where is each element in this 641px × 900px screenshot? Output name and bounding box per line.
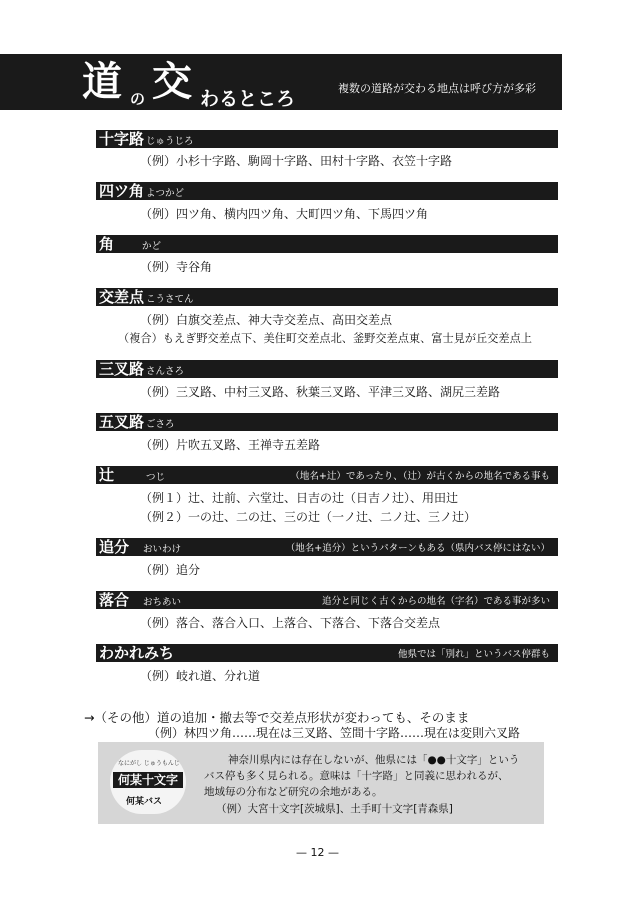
- section-note: 追分と同じく古くからの地名（字名）である事が多い: [321, 596, 550, 607]
- section-note: 他県では「別れ」というバス停群も: [397, 649, 550, 660]
- info-line: 地域毎の分布など研究の余地がある。: [204, 786, 383, 798]
- section-header-tsuji: [96, 466, 558, 484]
- badge-sub-label: 何某バス: [126, 797, 163, 807]
- info-line: 神奈川県内には存在しないが、他県には「●●十文字」という: [228, 754, 520, 766]
- badge-ruby: なにがし じゅうもんじ: [118, 760, 180, 767]
- example-line: （例）追分: [140, 563, 201, 577]
- info-line: バス停も多く見られる。意味は「十字路」と同義に思われるが、: [204, 770, 509, 782]
- section-header-oiwake: [96, 538, 558, 556]
- section-header-jujiro: [96, 130, 558, 148]
- example-line: （例）寺谷角: [140, 260, 213, 274]
- title-char-michi: 道: [82, 59, 122, 105]
- example-line: （例）三叉路、中村三叉路、秋葉三叉路、平津三叉路、湖尻三差路: [140, 385, 501, 399]
- example-line: （例）小杉十字路、駒岡十字路、田村十字路、衣笠十字路: [140, 154, 453, 168]
- section-title: 五叉路 ごさろ: [99, 413, 175, 431]
- section-note: （地名+辻）であったり、（辻）が古くからの地名である事も: [290, 471, 550, 482]
- example-line: （例）四ツ角、横内四ツ角、大町四ツ角、下馬四ツ角: [140, 207, 429, 221]
- example-line: （例１）辻、辻前、六堂辻、日吉の辻（日吉ノ辻）、用田辻: [140, 491, 459, 505]
- title-subtitle: 複数の道路が交わる地点は呼び方が多彩: [338, 82, 536, 95]
- section-header-ochiai: [96, 591, 558, 609]
- section-header-yotsukado: [96, 182, 558, 200]
- section-title: 落合 おちあい: [99, 591, 182, 609]
- example-line: （例）落合、落合入口、上落合、下落合、下落合交差点: [140, 616, 441, 630]
- section-header-kado: [96, 235, 558, 253]
- badge-main-label: 何某十文字: [113, 772, 183, 788]
- example-line: （例）岐れ道、分れ道: [140, 669, 261, 683]
- title-rest: わるところ: [200, 88, 296, 110]
- other-example: （例）林四ツ角……現在は三叉路、笠間十字路……現在は変則六叉路: [148, 726, 521, 740]
- section-header-wakaremichi: [96, 644, 558, 662]
- section-title: 四ツ角 よつかど: [99, 182, 185, 200]
- section-title: わかれみち: [99, 644, 175, 662]
- example-line: （例）片吹五叉路、王禅寺五差路: [140, 438, 321, 452]
- section-title: 十字路 じゅうじろ: [99, 130, 194, 148]
- section-note: （地名+追分）というパターンもある（県内バス停にはない）: [285, 543, 550, 554]
- other-note: →（その他）道の追加・撤去等で交差点形状が変わっても、そのまま: [84, 710, 470, 725]
- section-title: 交差点 こうさてん: [99, 288, 194, 306]
- title-char-ko: 交: [152, 59, 192, 105]
- example-line: （例）白旗交差点、神大寺交差点、高田交差点: [140, 313, 393, 327]
- info-line: （例）大宮十文字[茨城県]、土手町十文字[青森県]: [216, 803, 453, 815]
- section-header-gosaro: [96, 413, 558, 431]
- example-line: （例２）一の辻、二の辻、三の辻（一ノ辻、二ノ辻、三ノ辻）: [140, 510, 477, 524]
- example-line: （複合）もえぎ野交差点下、美住町交差点北、釜野交差点東、富士見が丘交差点上: [118, 332, 532, 345]
- section-title: 追分 おいわけ: [99, 538, 182, 556]
- section-title: 辻 つじ: [99, 466, 166, 484]
- section-header-kosaten: [96, 288, 558, 306]
- section-header-sansaro: [96, 360, 558, 378]
- page-number: — 12 —: [296, 846, 339, 859]
- section-title: 三叉路 さんさろ: [99, 360, 185, 378]
- title-char-no: の: [130, 90, 146, 108]
- section-title: 角 かど: [99, 235, 162, 253]
